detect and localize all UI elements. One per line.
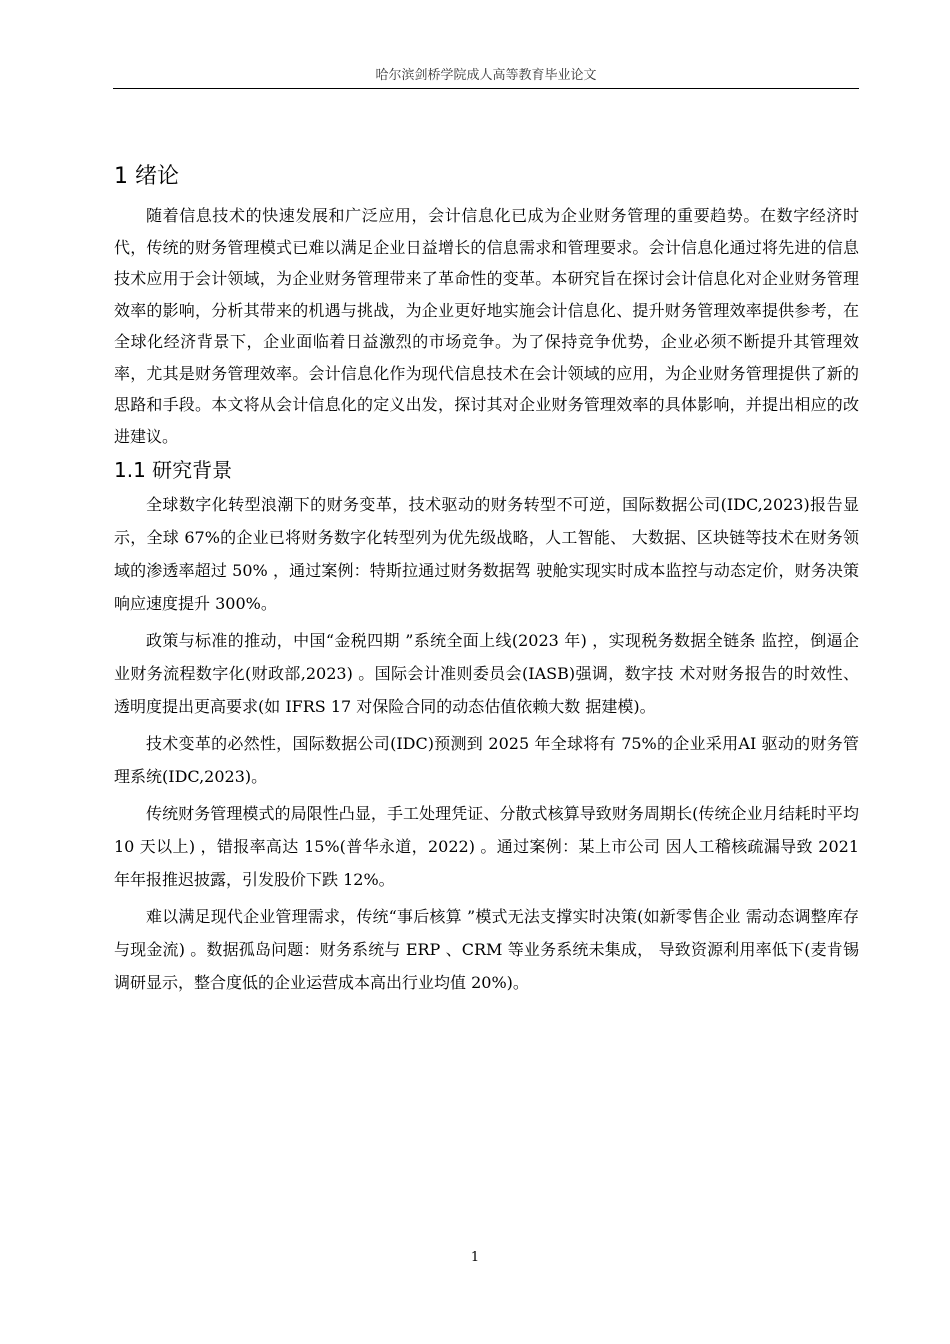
background-paragraph-4: 传统财务管理模式的局限性凸显，手工处理凭证、分散式核算导致财务周期长(传统企业月结耗时平均 10 天以上) ，错报率高达 15%(普华永道，2022) 。通过案例：某上市公司 因人工稽核疏漏导致 2021 年年报推迟披露，引发股价下跌 12%。 (114, 804, 859, 889)
background-paragraph-1: 全球数字化转型浪潮下的财务变革，技术驱动的财务转型不可逆，国际数据公司(IDC,2023)报告显示，全球 67%的企业已将财务数字化转型列为优先级战略，人工智能、 大数据、区块链等技术在财务领域的渗透率超过 50% ，通过案例：特斯拉通过财务数据驾 驶舱实现实时成本监控与动态定价，财务决策响应速度提升 300%。 (114, 495, 859, 613)
background-paragraph-3: 技术变革的必然性，国际数据公司(IDC)预测到 2025 年全球将有 75%的企业采用AI 驱动的财务管理系统(IDC,2023)。 (114, 734, 859, 786)
section-title: 1.1 研究背景 (114, 458, 233, 482)
chapter-title: 1 绪论 (114, 164, 179, 189)
running-header: 哈尔滨剑桥学院成人高等教育毕业论文 (375, 68, 597, 83)
header-rule (113, 88, 859, 89)
page-body (114, 160, 859, 1003)
page-number: 1 (470, 1250, 480, 1265)
chapter-intro-paragraph: 随着信息技术的快速发展和广泛应用，会计信息化已成为企业财务管理的重要趋势。在数字经济时代，传统的财务管理模式已难以满足企业日益增长的信息需求和管理要求。会计信息化通过将先进的信息技术应用于会计领域，为企业财务管理带来了革命性的变革。本研究旨在探讨会计信息化对企业财务管理效率的影响，分析其带来的机遇与挑战，为企业更好地实施会计信息化、提升财务管理效率提供参考，在全球化经济背景下，企业面临着日益激烈的市场竞争。为了保持竞争优势，企业必须不断提升其管理效率，尤其是财务管理效率。会计信息化作为现代信息技术在会计领域的应用，为企业财务管理提供了新的思路和手段。本文将从会计信息化的定义出发，探讨其对企业财务管理效率的具体影响，并提出相应的改进建议。 (114, 206, 859, 446)
background-paragraph-5: 难以满足现代企业管理需求，传统“事后核算 ”模式无法支撑实时决策(如新零售企业 需动态调整库存与现金流) 。数据孤岛问题：财务系统与 ERP 、CRM 等业务系统未集成， 导致资源利用率低下(麦肯锡调研显示，整合度低的企业运营成本高出行业均值 20%)。 (114, 907, 859, 992)
background-paragraph-2: 政策与标准的推动，中国“金税四期 ”系统全面上线(2023 年) ，实现税务数据全链条 监控，倒逼企业财务流程数字化(财政部,2023) 。国际会计准则委员会(IASB)强调，数字技 术对财务报告的时效性、透明度提出更高要求(如 IFRS 17 对保险合同的动态估值依赖大数 据建模)。 (114, 631, 859, 716)
